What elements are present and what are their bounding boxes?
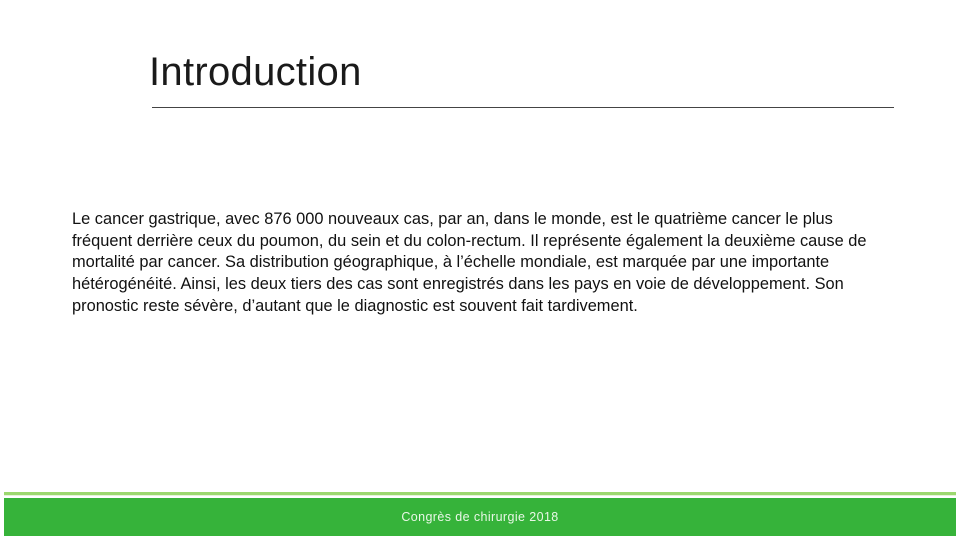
footer-bar [4, 498, 956, 536]
footer-caption: Congrès de chirurgie 2018 [401, 510, 559, 524]
title-underline [152, 107, 894, 108]
slide-title: Introduction [149, 50, 362, 94]
footer-band [4, 492, 956, 536]
footer-separator-line [4, 495, 956, 496]
body-paragraph: Le cancer gastrique, avec 876 000 nouveaux cas, par an, dans le monde, est le quatrième cancer le plus fréquent derrière ceux du poumon, du sein et du colon-rectum. Il représente également la deuxième cause de mortalité par cancer. Sa distribution géographique, à l’échelle mondiale, est marquée par une importante hétérogénéité. Ainsi, les deux tiers des cas sont enregistrés dans les pays en voie de développement. Son pronostic reste sévère, d’autant que le diagnostic est souvent fait tardivement. [72, 210, 867, 315]
